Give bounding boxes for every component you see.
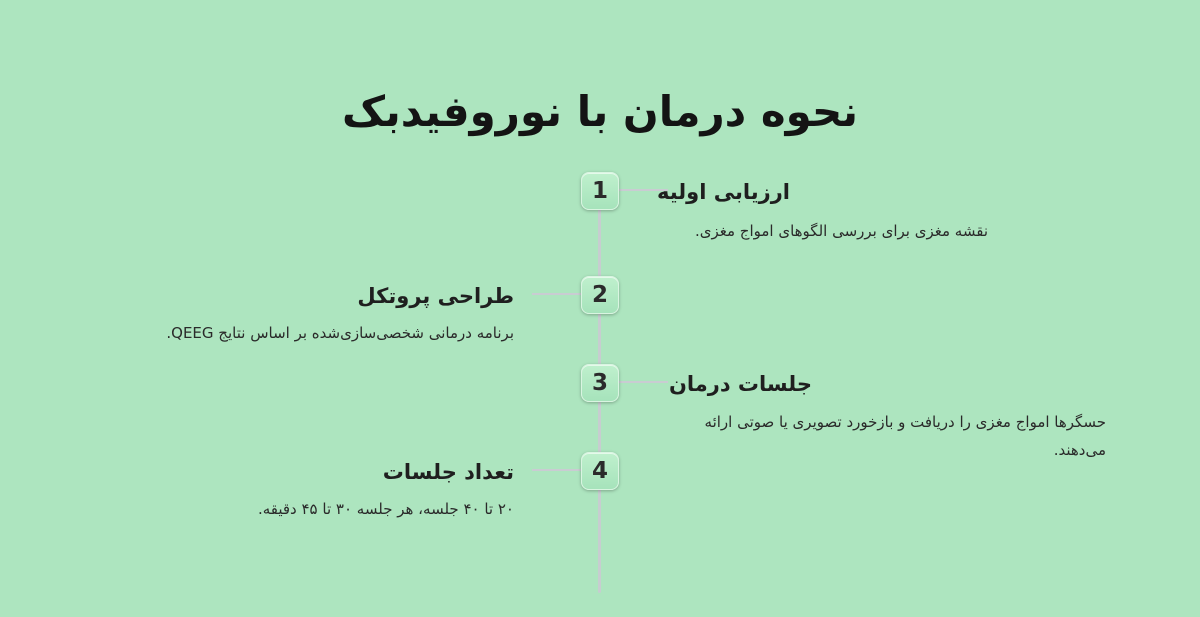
step-3-badge: 3 xyxy=(581,364,619,402)
step-3-heading: جلسات درمان xyxy=(668,372,812,396)
step-4-heading: تعداد جلسات xyxy=(382,460,514,484)
step-3-description: حسگرها امواج مغزی را دریافت و بازخورد تصویری یا صوتی ارائه می‌دهند. xyxy=(704,413,1106,459)
step-2-badge: 2 xyxy=(581,276,619,314)
page-title: نحوه درمان با نوروفیدبک xyxy=(342,87,858,136)
step-2-description: برنامه درمانی شخصی‌سازی‌شده بر اساس نتایج QEEG. xyxy=(166,324,514,342)
step-1-badge: 1 xyxy=(581,172,619,210)
step-4-badge: 4 xyxy=(581,452,619,490)
step-4-description: ۲۰ تا ۴۰ جلسه، هر جلسه ۳۰ تا ۴۵ دقیقه. xyxy=(257,500,514,518)
step-1-heading: ارزیابی اولیه xyxy=(656,180,790,204)
step-2-heading: طراحی پروتکل xyxy=(357,284,514,308)
step-2-connector xyxy=(532,293,582,295)
step-4-connector xyxy=(532,469,582,471)
step-3-connector xyxy=(618,381,668,383)
step-1-description: نقشه مغزی برای بررسی الگوهای امواج مغزی. xyxy=(694,222,988,240)
